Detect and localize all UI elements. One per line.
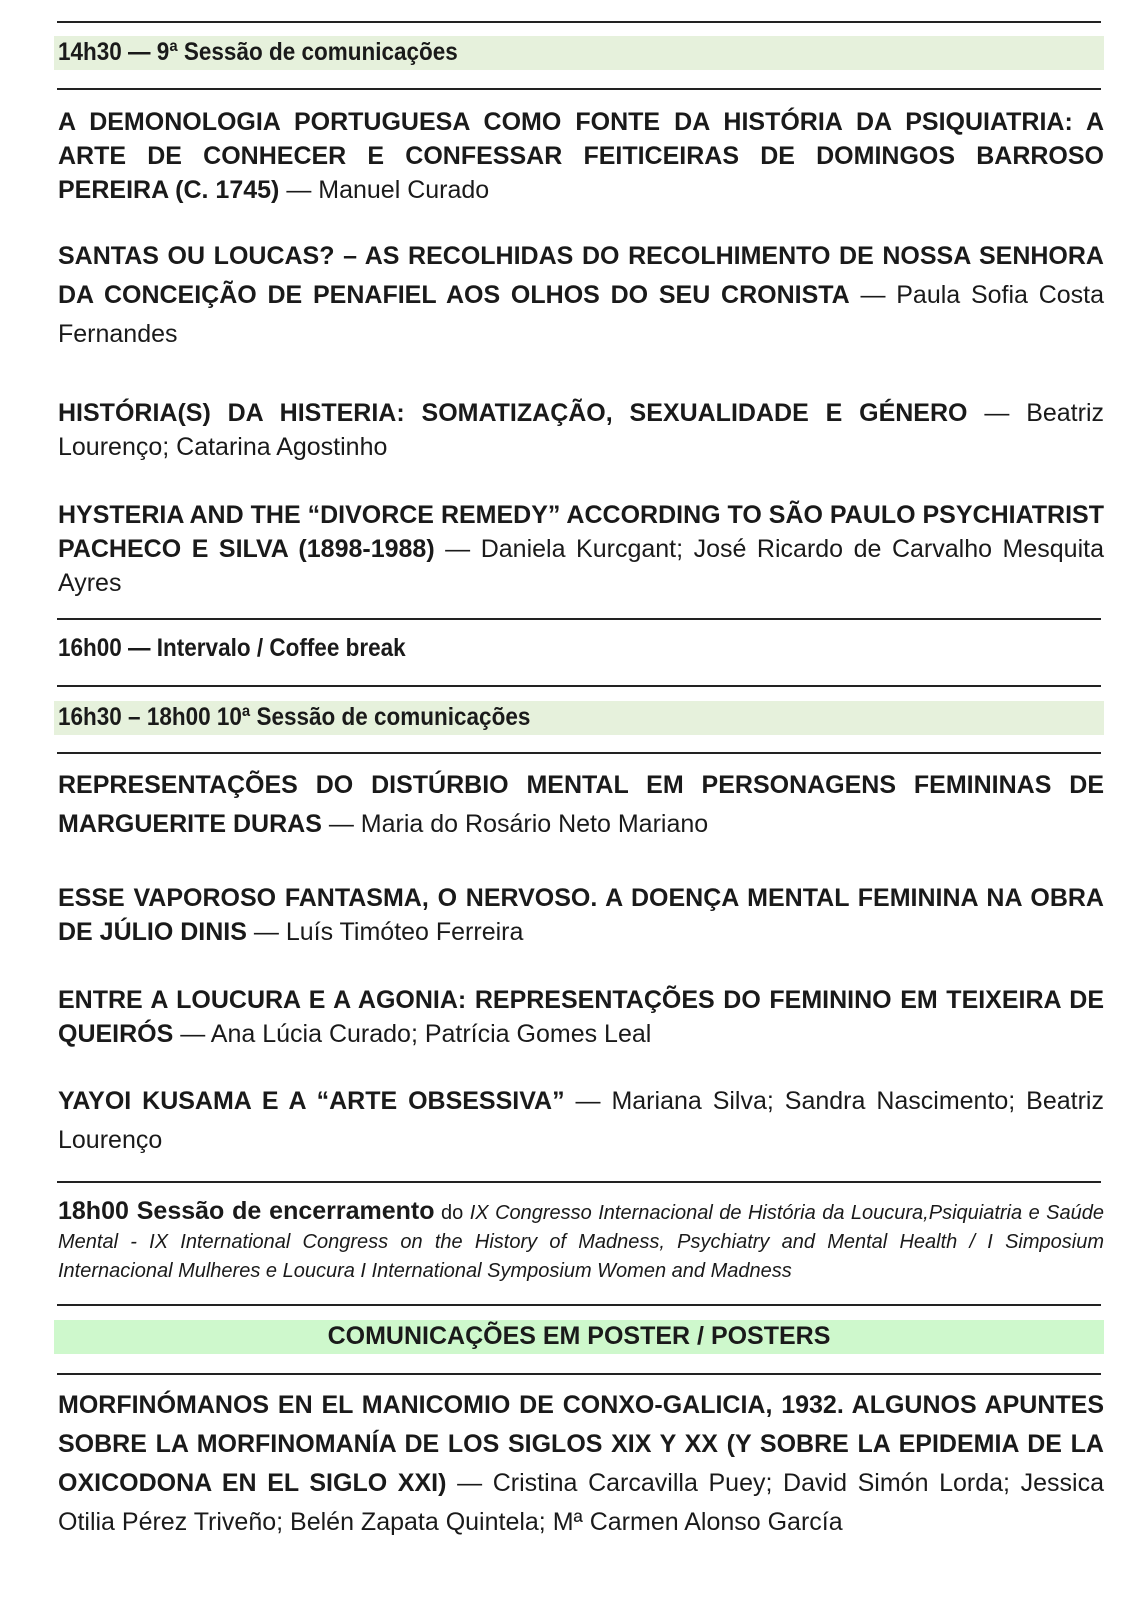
divider [57,752,1101,754]
coffee-break-label: 16h00 — Intervalo / Coffee break [58,634,406,662]
divider [57,21,1101,23]
closing-event-name: IX Congresso Internacional de História da Loucura,Psiquiatria e Saúde Mental - IX International Congress on the History of Madness, Psychiatry and Mental Health / I Simposium Internacional Mulheres e Loucura I International Symposium Women and Madness [58,1202,1104,1282]
item-authors: — Daniela Kurcgant; José Ricardo de Carvalho Mesquita Ayres [58,535,1104,597]
item-authors: — Luís Timóteo Ferreira [246,918,524,946]
divider [57,685,1101,687]
item-title: HISTÓRIA(S) DA HISTERIA: SOMATIZAÇÃO, SEXUALIDADE E GÉNERO [58,399,968,427]
posters-header: COMUNICAÇÕES EM POSTER / POSTERS [327,1322,831,1350]
session-9-item-1 [58,105,1104,207]
divider [57,1373,1101,1375]
session-9-header: 14h30 — 9ª Sessão de comunicações [58,38,458,66]
item-authors: — Beatriz Lourenço; Catarina Agostinho [58,399,1104,461]
divider [57,1181,1101,1183]
item-title: SANTAS OU LOUCAS? – AS RECOLHIDAS DO RECOLHIMENTO DE NOSSA SENHORA DA CONCEIÇÃO DE PENAFIEL AOS OLHOS DO SEU CRONISTA [58,242,1104,309]
session-10-header: 16h30 – 18h00 10ª Sessão de comunicações [58,703,531,731]
item-title: ENTRE A LOUCURA E A AGONIA: REPRESENTAÇÕES DO FEMININO EM TEIXEIRA DE QUEIRÓS [58,986,1104,1048]
item-title: ESSE VAPOROSO FANTASMA, O NERVOSO. A DOENÇA MENTAL FEMININA NA OBRA DE JÚLIO DINIS [58,884,1104,946]
divider [57,1304,1101,1306]
poster-item-1 [58,1386,1104,1542]
item-authors: — Maria do Rosário Neto Mariano [321,810,709,838]
item-authors: — Cristina Carcavilla Puey; David Simón Lorda; Jessica Otilia Pérez Triveño; Belén Zapata Quintela; Mª Carmen Alonso García [58,1469,1104,1536]
session-10-item-4 [58,1082,1104,1160]
item-title: MORFINÓMANOS EN EL MANICOMIO DE CONXO-GALICIA, 1932. ALGUNOS APUNTES SOBRE LA MORFINOMANÍA DE LOS SIGLOS XIX Y XX (Y SOBRE LA EPIDEMIA DE LA OXICODONA EN EL SIGLO XXI) [58,1391,1104,1497]
session-10-item-1 [58,766,1104,844]
item-title: A DEMONOLOGIA PORTUGUESA COMO FONTE DA HISTÓRIA DA PSIQUIATRIA: A ARTE DE CONHECER E CONFESSAR FEITICEIRAS DE DOMINGOS BARROSO PEREIRA (C. 1745) [58,108,1104,204]
item-title: HYSTERIA AND THE “DIVORCE REMEDY” ACCORDING TO SÃO PAULO PSYCHIATRIST PACHECO E SILVA (1898-1988) [58,501,1104,563]
session-9-item-4 [58,498,1104,600]
session-10-item-3 [58,983,1104,1051]
divider [57,88,1101,90]
session-10-item-2 [58,881,1104,949]
closing-connector: do [434,1202,470,1224]
item-authors: — Paula Sofia Costa Fernandes [58,281,1105,348]
item-authors: — Manuel Curado [279,176,490,204]
item-title: YAYOI KUSAMA E A “ARTE OBSESSIVA” [58,1087,565,1115]
item-authors: — Mariana Silva; Sandra Nascimento; Beatriz Lourenço [58,1087,1104,1154]
session-9-item-2 [58,237,1104,354]
session-9-item-3 [58,396,1104,464]
item-title: REPRESENTAÇÕES DO DISTÚRBIO MENTAL EM PERSONAGENS FEMININAS DE MARGUERITE DURAS [58,771,1104,838]
closing-session [58,1197,1104,1286]
closing-lead: 18h00 Sessão de encerramento [58,1197,435,1225]
item-authors: — Ana Lúcia Curado; Patrícia Gomes Leal [173,1020,652,1048]
divider [57,618,1101,620]
